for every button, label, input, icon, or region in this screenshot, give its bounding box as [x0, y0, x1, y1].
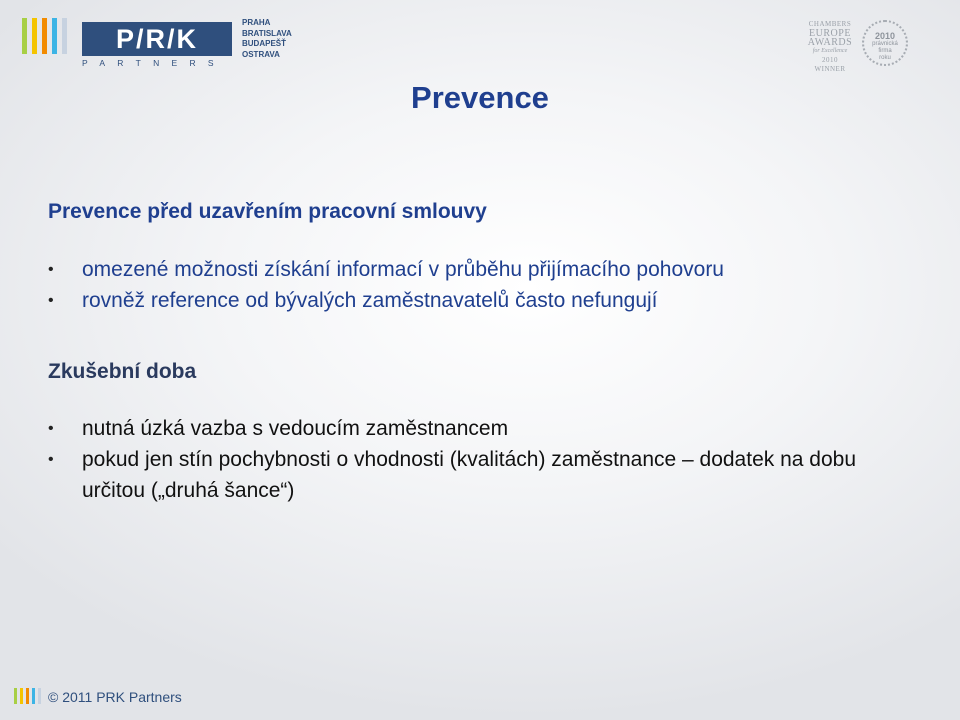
- logo-color-bars: [22, 18, 82, 58]
- list-item: • omezené možnosti získání informací v průběhu přijímacího pohovoru: [48, 254, 724, 285]
- footer: [14, 688, 314, 708]
- city-ostrava: OSTRAVA: [242, 49, 280, 59]
- prk-partners-logo: [22, 18, 292, 70]
- logo-brand: P/R/K: [115, 24, 198, 54]
- awards-badges: [804, 20, 914, 73]
- law-firm-of-year-seal: 2010 právnická firma roku: [862, 20, 908, 66]
- footer-logo-bars: [14, 688, 42, 706]
- prevention-bullet-list: [48, 254, 724, 316]
- list-item: • pokud jen stín pochybnosti o vhodnosti (kvalitách) zaměstnance – dodatek na dobu určitou („druhá šance“): [48, 444, 878, 506]
- city-budapest: BUDAPEŠŤ: [242, 39, 287, 48]
- footer-copyright: © 2011 PRK Partners: [48, 689, 182, 705]
- bullet-icon: •: [48, 451, 54, 468]
- section-heading-prevention: Prevence před uzavřením pracovní smlouvy: [48, 200, 487, 223]
- city-bratislava: BRATISLAVA: [242, 28, 292, 38]
- logo-cities: [242, 18, 292, 60]
- probation-bullet-list: [48, 413, 878, 506]
- list-item: • rovněž reference od bývalých zaměstnavatelů často nefungují: [48, 285, 724, 316]
- bullet-icon: •: [48, 420, 54, 437]
- section-heading-probation: Zkušební doba: [48, 360, 197, 383]
- slide-title: Prevence: [411, 80, 549, 115]
- bullet-icon: •: [48, 292, 54, 309]
- logo-partners: PARTNERS: [82, 58, 226, 68]
- city-praha: PRAHA: [242, 18, 271, 27]
- list-item: • nutná úzká vazba s vedoucím zaměstnancem: [48, 413, 878, 444]
- chambers-award-logo: CHAMBERS EUROPE AWARDS for Excellence 2010 WINNER: [807, 20, 853, 73]
- bullet-icon: •: [48, 261, 54, 278]
